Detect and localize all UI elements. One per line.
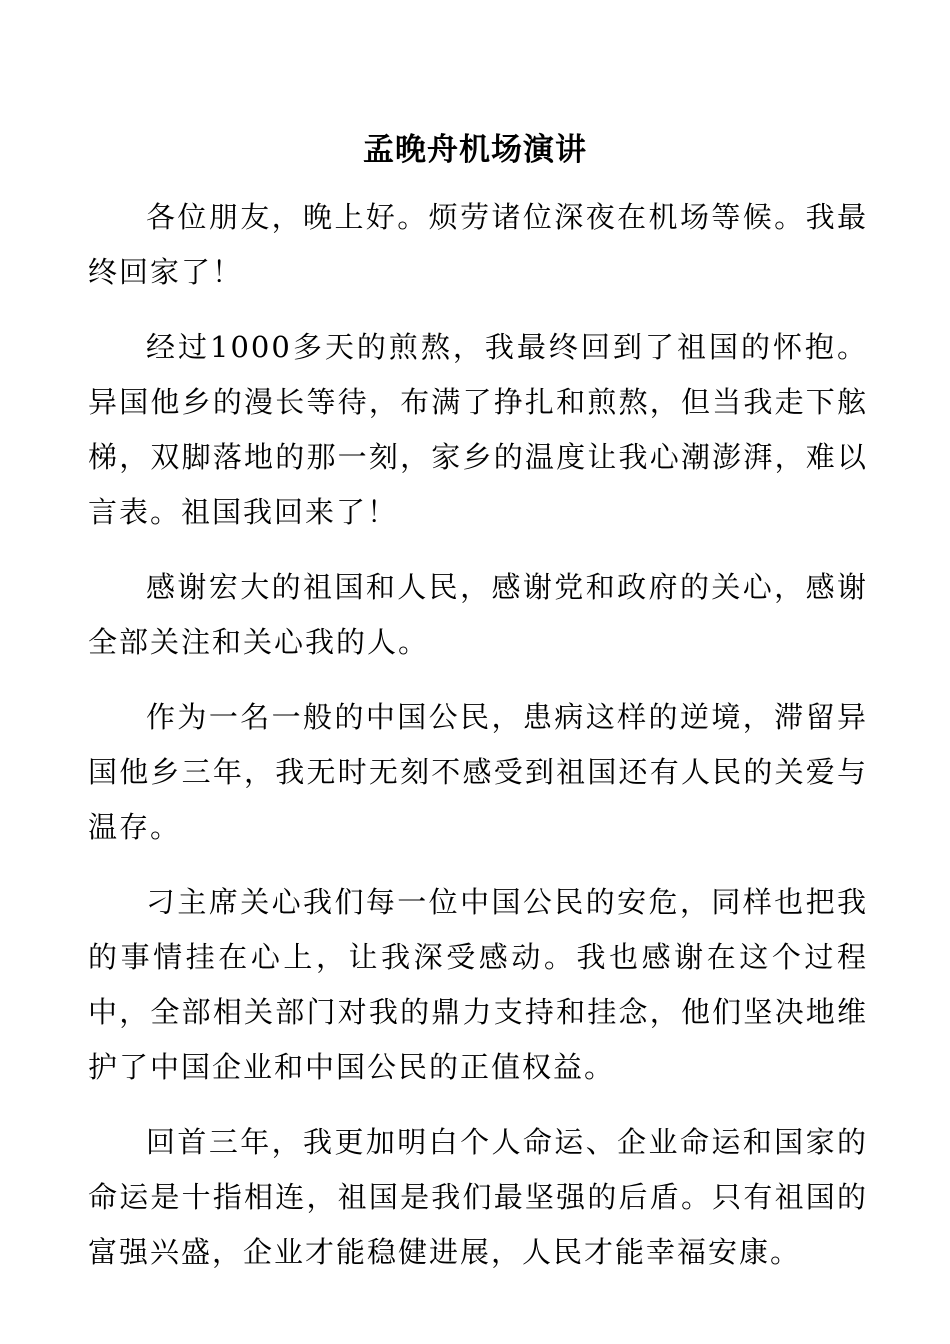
- document-title: 孟晚舟机场演讲: [363, 132, 587, 168]
- paragraph-1: 各位朋友，晚上好。烦劳诸位深夜在机场等候。我最终回家了！: [88, 200, 868, 289]
- paragraph-2: 经过1000多天的煎熬，我最终回到了祖国的怀抱。异国他乡的漫长等待，布满了挣扎和煎熬，但当我走下舷梯，双脚落地的那一刻，家乡的温度让我心潮澎湃，难以言表。祖国我回来了！: [88, 330, 868, 529]
- paragraph-6: 回首三年，我更加明白个人命运、企业命运和国家的命运是十指相连，祖国是我们最坚强的后盾。只有祖国的富强兴盛，企业才能稳健进展，人民才能幸福安康。: [88, 1125, 868, 1269]
- paragraph-4: 作为一名一般的中国公民，患病这样的逆境，滞留异国他乡三年，我无时无刻不感受到祖国还有人民的关爱与温存。: [88, 700, 868, 844]
- paragraph-5: 刁主席关心我们每一位中国公民的安危，同样也把我的事情挂在心上，让我深受感动。我也感谢在这个过程中，全部相关部门对我的鼎力支持和挂念，他们坚决地维护了中国企业和中国公民的正值权益。: [88, 885, 868, 1084]
- document-body: [88, 190, 868, 1300]
- paragraph-3: 感谢宏大的祖国和人民，感谢党和政府的关心，感谢全部关注和关心我的人。: [88, 570, 868, 659]
